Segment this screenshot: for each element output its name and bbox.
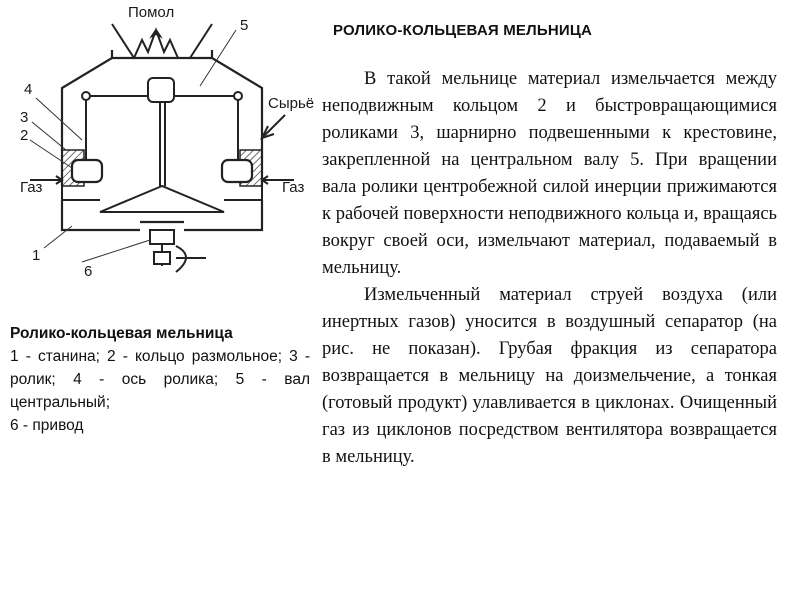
caption-title: Ролико-кольцевая мельница	[10, 325, 233, 342]
page-title: РОЛИКО-КОЛЬЦЕВАЯ МЕЛЬНИЦА	[333, 22, 593, 39]
paragraph-1: В такой мельнице материал измельчается между неподвижным кольцом 2 и быстровращающимися роликами 3, шарнирно подвешенными к крестовине, закрепленной на центральном валу 5. При вращении вала ролики центробежной силой инерции прижимаются к рабочей поверхности неподвижного кольца и, вращаясь вокруг своей оси, измельчают материал, подаваемый в мельницу.	[322, 69, 777, 278]
raw-material-inlet	[262, 115, 285, 138]
drive	[150, 230, 206, 272]
distribution-cone	[100, 186, 224, 212]
label-gaz-right: Газ	[282, 179, 305, 196]
callout-5: 5	[240, 17, 249, 34]
callout-3: 3	[20, 109, 29, 126]
central-shaft	[148, 78, 174, 186]
discharge-hopper	[112, 24, 212, 58]
description-text	[322, 66, 777, 471]
label-gaz-left: Газ	[20, 179, 43, 196]
label-syrye: Сырьё	[268, 95, 315, 112]
callout-6: 6	[84, 263, 93, 280]
paragraph-2: Измельченный материал струей воздуха (или инертных газов) уносится в воздушный сепаратор (на рис. не показан). Грубая фракция из сепаратора возвращается в мельницу на доизмельчение, а тонкая (готовый продукт) улавливается в циклонах. Очищенный газ из циклонов посредством вентилятора возвращается в мельницу.	[322, 285, 777, 467]
callout-1: 1	[32, 247, 41, 264]
mill-diagram	[0, 0, 318, 300]
figure-caption	[10, 322, 310, 437]
caption-legend: 1 - станина; 2 - кольцо размольное; 3 - ролик; 4 - ось ролика; 5 - вал центральный;	[10, 348, 310, 411]
roller	[72, 160, 252, 182]
callout-4: 4	[24, 81, 33, 98]
label-pomol: Помол	[128, 4, 175, 21]
caption-legend-drive: 6 - привод	[10, 417, 84, 434]
callout-2: 2	[20, 127, 29, 144]
